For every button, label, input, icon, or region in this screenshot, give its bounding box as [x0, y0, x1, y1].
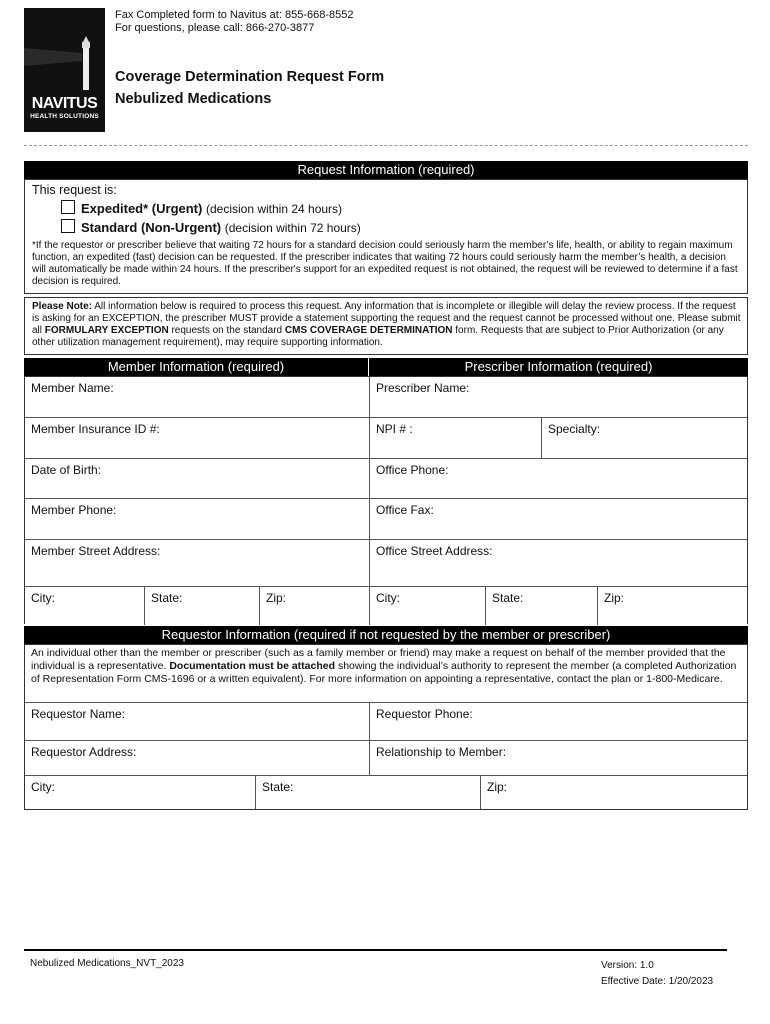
member-state-label: State: — [151, 591, 183, 605]
member-city-label: City: — [31, 591, 55, 605]
requestor-zip-field[interactable] — [481, 776, 747, 809]
date-of-birth-label: Date of Birth: — [31, 463, 102, 477]
prescriber-name-label: Prescriber Name: — [376, 381, 470, 395]
cms-coverage-text: CMS COVERAGE DETERMINATION — [284, 325, 453, 336]
please-note-lead: Please Note: — [32, 301, 93, 312]
office-city-label: City: — [376, 591, 400, 605]
effective-date: Effective Date: 1/20/2023 — [601, 976, 714, 987]
requestor-text-2: showing the individual’s authority to represent the member (a completed Authorization of Representation Form CMS-1696 or a written equivalent). For more information on appointing a representative, contact the plan or 1-800-Medicare. — [31, 659, 737, 685]
logo-tagline: HEALTH SOLUTIONS — [30, 113, 99, 120]
office-phone-field[interactable] — [370, 459, 747, 499]
office-city-field[interactable] — [370, 587, 486, 625]
lighthouse-icon — [24, 8, 105, 94]
office-state-label: State: — [492, 591, 524, 605]
member-name-label: Member Name: — [31, 381, 114, 395]
expedited-note: (decision within 24 hours) — [205, 202, 343, 216]
relationship-to-member-label: Relationship to Member: — [376, 745, 507, 759]
requestor-city-label: City: — [31, 780, 55, 794]
please-note-text-3: form. Requests that are subject to Prior Authorization (or any other utilization management requirement), may require supporting information. — [32, 325, 724, 348]
member-zip-label: Zip: — [266, 591, 287, 605]
standard-checkbox[interactable] — [61, 219, 75, 233]
specialty-label: Specialty: — [548, 422, 601, 436]
member-info-heading: Member Information (required) — [24, 358, 368, 376]
expedited-checkbox[interactable] — [61, 200, 75, 214]
phone-line: For questions, please call: 866-270-3877 — [115, 22, 315, 34]
member-name-field[interactable] — [25, 377, 370, 418]
version-info — [601, 958, 713, 990]
requestor-address-field[interactable] — [25, 741, 370, 776]
requestor-box — [24, 644, 748, 810]
requestor-city-field[interactable] — [25, 776, 256, 809]
office-street-address-field[interactable] — [370, 540, 747, 587]
page-title: Coverage Determination Request Form — [115, 69, 385, 85]
specialty-field[interactable] — [542, 418, 747, 459]
requestor-explanation — [31, 647, 742, 685]
requestor-name-field[interactable] — [25, 703, 370, 741]
member-street-address-label: Member Street Address: — [31, 544, 161, 558]
fax-line: Fax Completed form to Navitus at: 855-668-8552 — [115, 9, 354, 21]
expedited-option[interactable] — [61, 199, 342, 219]
request-info-box — [24, 179, 748, 294]
documentation-required-text: Documentation must be attached — [169, 659, 336, 672]
standard-note: (decision within 72 hours) — [224, 221, 361, 235]
requestor-phone-field[interactable] — [370, 703, 747, 741]
requestor-text-1: An individual other than the member or prescriber (such as a family member or friend) may make a request on behalf of the member provided that the individual is a representative. — [31, 647, 726, 672]
expedited-label: Expedited* (Urgent) — [81, 201, 203, 216]
please-note-box — [24, 297, 748, 355]
requestor-info-heading: Requestor Information (required if not requested by the member or prescriber) — [24, 626, 748, 644]
request-intro: This request is: — [32, 183, 117, 197]
prescriber-info-heading: Prescriber Information (required) — [369, 358, 748, 376]
header-divider — [24, 145, 748, 146]
member-prescriber-grid — [24, 376, 748, 624]
date-of-birth-field[interactable] — [25, 459, 370, 499]
npi-field[interactable] — [370, 418, 542, 459]
member-city-field[interactable] — [25, 587, 145, 625]
member-insurance-id-label: Member Insurance ID #: — [31, 422, 160, 436]
footer-divider — [24, 949, 727, 951]
standard-option[interactable] — [61, 218, 361, 238]
requestor-zip-label: Zip: — [487, 780, 508, 794]
member-state-field[interactable] — [145, 587, 260, 625]
contact-info — [115, 9, 353, 35]
office-street-address-label: Office Street Address: — [376, 544, 493, 558]
member-phone-field[interactable] — [25, 499, 370, 540]
requestor-name-label: Requestor Name: — [31, 707, 126, 721]
member-phone-label: Member Phone: — [31, 503, 117, 517]
page-subtitle: Nebulized Medications — [115, 91, 272, 107]
requestor-state-label: State: — [262, 780, 294, 794]
office-fax-field[interactable] — [370, 499, 747, 540]
logo-wordmark: NAVITUS — [31, 95, 98, 112]
requestor-address-label: Requestor Address: — [31, 745, 137, 759]
office-zip-field[interactable] — [598, 587, 747, 625]
document-id: Nebulized Medications_NVT_2023 — [30, 958, 184, 969]
requestor-state-field[interactable] — [256, 776, 481, 809]
requestor-phone-label: Requestor Phone: — [376, 707, 473, 721]
npi-label: NPI # : — [376, 422, 413, 436]
member-zip-field[interactable] — [260, 587, 370, 625]
please-note-text-2: requests on the standard — [168, 325, 285, 336]
relationship-to-member-field[interactable] — [370, 741, 747, 776]
standard-label: Standard (Non-Urgent) — [81, 220, 222, 235]
please-note-text-1: All information below is required to process this request. Any information that is incomplete or illegible will delay the review process. If the request is asking for an EXCEPTION, the prescriber MUST provide a statement supporting the request and the request cannot be processed without one. Please submit all — [32, 301, 741, 336]
office-phone-label: Office Phone: — [376, 463, 449, 477]
navitus-logo — [24, 8, 105, 132]
member-street-address-field[interactable] — [25, 540, 370, 587]
member-insurance-id-field[interactable] — [25, 418, 370, 459]
office-state-field[interactable] — [486, 587, 598, 625]
version-number: Version: 1.0 — [601, 960, 654, 971]
request-info-heading: Request Information (required) — [24, 161, 748, 179]
office-fax-label: Office Fax: — [376, 503, 434, 517]
office-zip-label: Zip: — [604, 591, 625, 605]
formulary-exception-text: FORMULARY EXCEPTION — [44, 325, 169, 336]
prescriber-name-field[interactable] — [370, 377, 747, 418]
form-title-block — [115, 66, 384, 110]
expedited-footnote: *If the requestor or prescriber believe that waiting 72 hours for a standard decision could seriously harm the member’s life, health, or ability to regain maximum function, an expedited (fast) decision can be requested. If the prescriber indicates that waiting 72 hours could seriously harm the member’s health, a decision will automatically be made within 24 hours. If the prescriber's support for an expedited request is not obtained, the request will be reviewed to determine if a fast decision is required. — [32, 240, 738, 287]
